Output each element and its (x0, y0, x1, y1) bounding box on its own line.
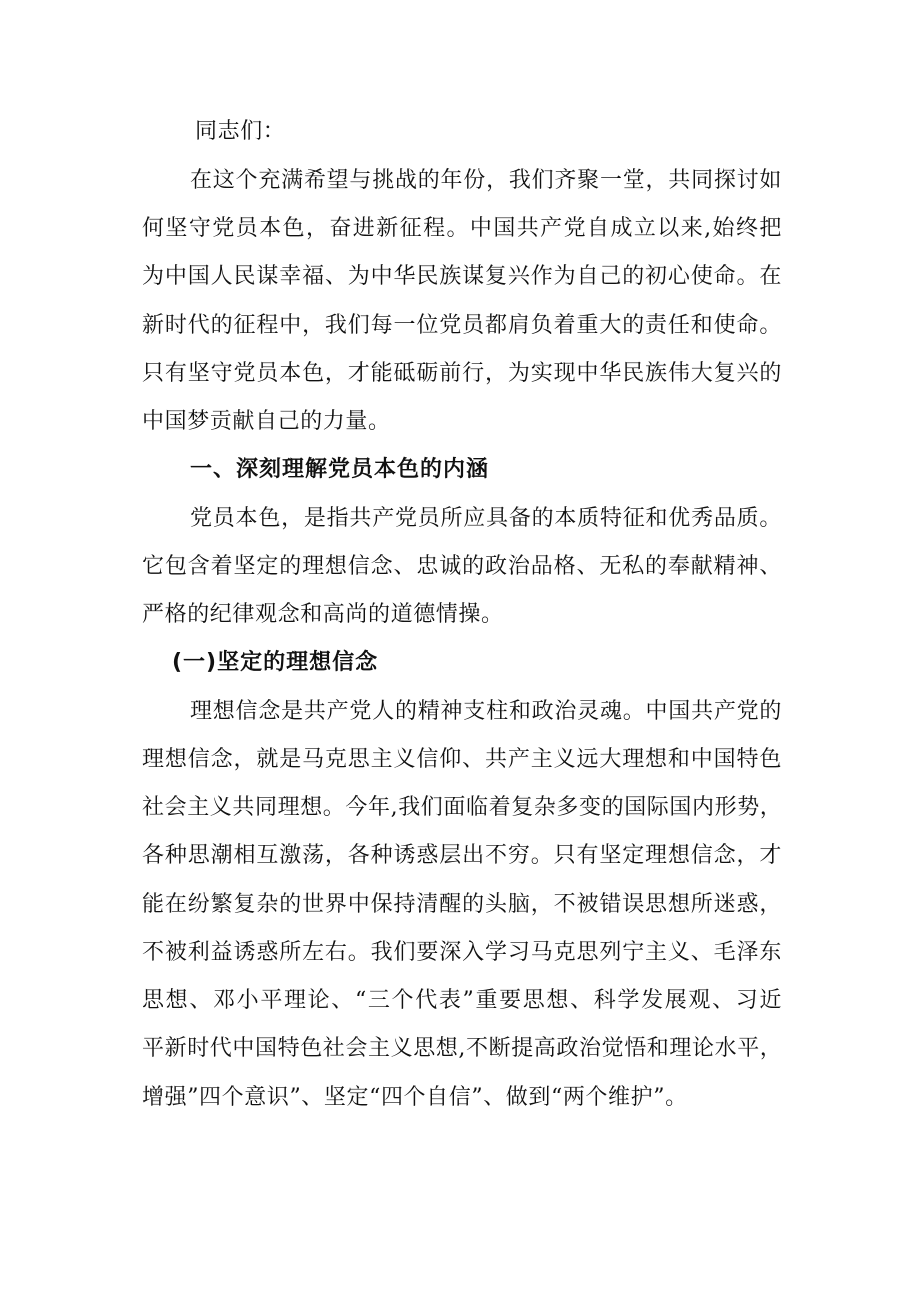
paragraph-line: 增强”四个意识”、坚定“四个自信”、做到“两个维护”。 (142, 1085, 688, 1110)
paragraph-line: 思想、邓小平理论、“三个代表”重要思想、科学发展观、习近 (142, 988, 782, 1013)
paragraph-line: 中国梦贡献自己的力量。 (142, 409, 391, 434)
salutation: 同志们： (195, 119, 286, 144)
paragraph-line: 社会主义共同理想。今年,我们面临着复杂多变的国际国内形势， (142, 795, 782, 820)
paragraph-line: 能在纷繁复杂的世界中保持清醒的头脑，不被错误思想所迷惑， (142, 892, 782, 917)
paragraph-line: 只有坚守党员本色，才能砥砺前行，为实现中华民族伟大复兴的 (142, 361, 782, 386)
paragraph-line: 严格的纪律观念和高尚的道德情操。 (142, 602, 504, 627)
paragraph-line: 各种思潮相互激荡，各种诱惑层出不穷。只有坚定理想信念，才 (142, 843, 782, 868)
paragraph-line: 党员本色，是指共产党员所应具备的本质特征和优秀品质。 (190, 506, 782, 531)
paragraph-line: 理想信念，就是马克思主义信仰、共产主义远大理想和中国特色 (142, 747, 782, 772)
paragraph-line: 新时代的征程中，我们每一位党员都肩负着重大的责任和使命。 (142, 313, 782, 338)
paragraph-line: 它包含着坚定的理想信念、忠诚的政治品格、无私的奉献精神、 (142, 554, 782, 579)
subsection-heading: (一)坚定的理想信念 (172, 650, 379, 675)
paragraph-line: 不被利益诱惑所左右。我们要深入学习马克思列宁主义、毛泽东 (142, 940, 782, 965)
paragraph-line: 在这个充满希望与挑战的年份，我们齐聚一堂，共同探讨如 (190, 168, 782, 193)
paragraph-line: 理想信念是共产党人的精神支柱和政治灵魂。中国共产党的 (190, 699, 782, 724)
paragraph-line: 平新时代中国特色社会主义思想,不断提高政治觉悟和理论水平， (142, 1036, 782, 1061)
section-heading: 一、深刻理解党员本色的内涵 (190, 457, 490, 482)
paragraph-line: 为中国人民谋幸福、为中华民族谋复兴作为自己的初心使命。在 (142, 264, 782, 289)
paragraph-line: 何坚守党员本色，奋进新征程。中国共产党自成立以来,始终把 (142, 216, 782, 241)
